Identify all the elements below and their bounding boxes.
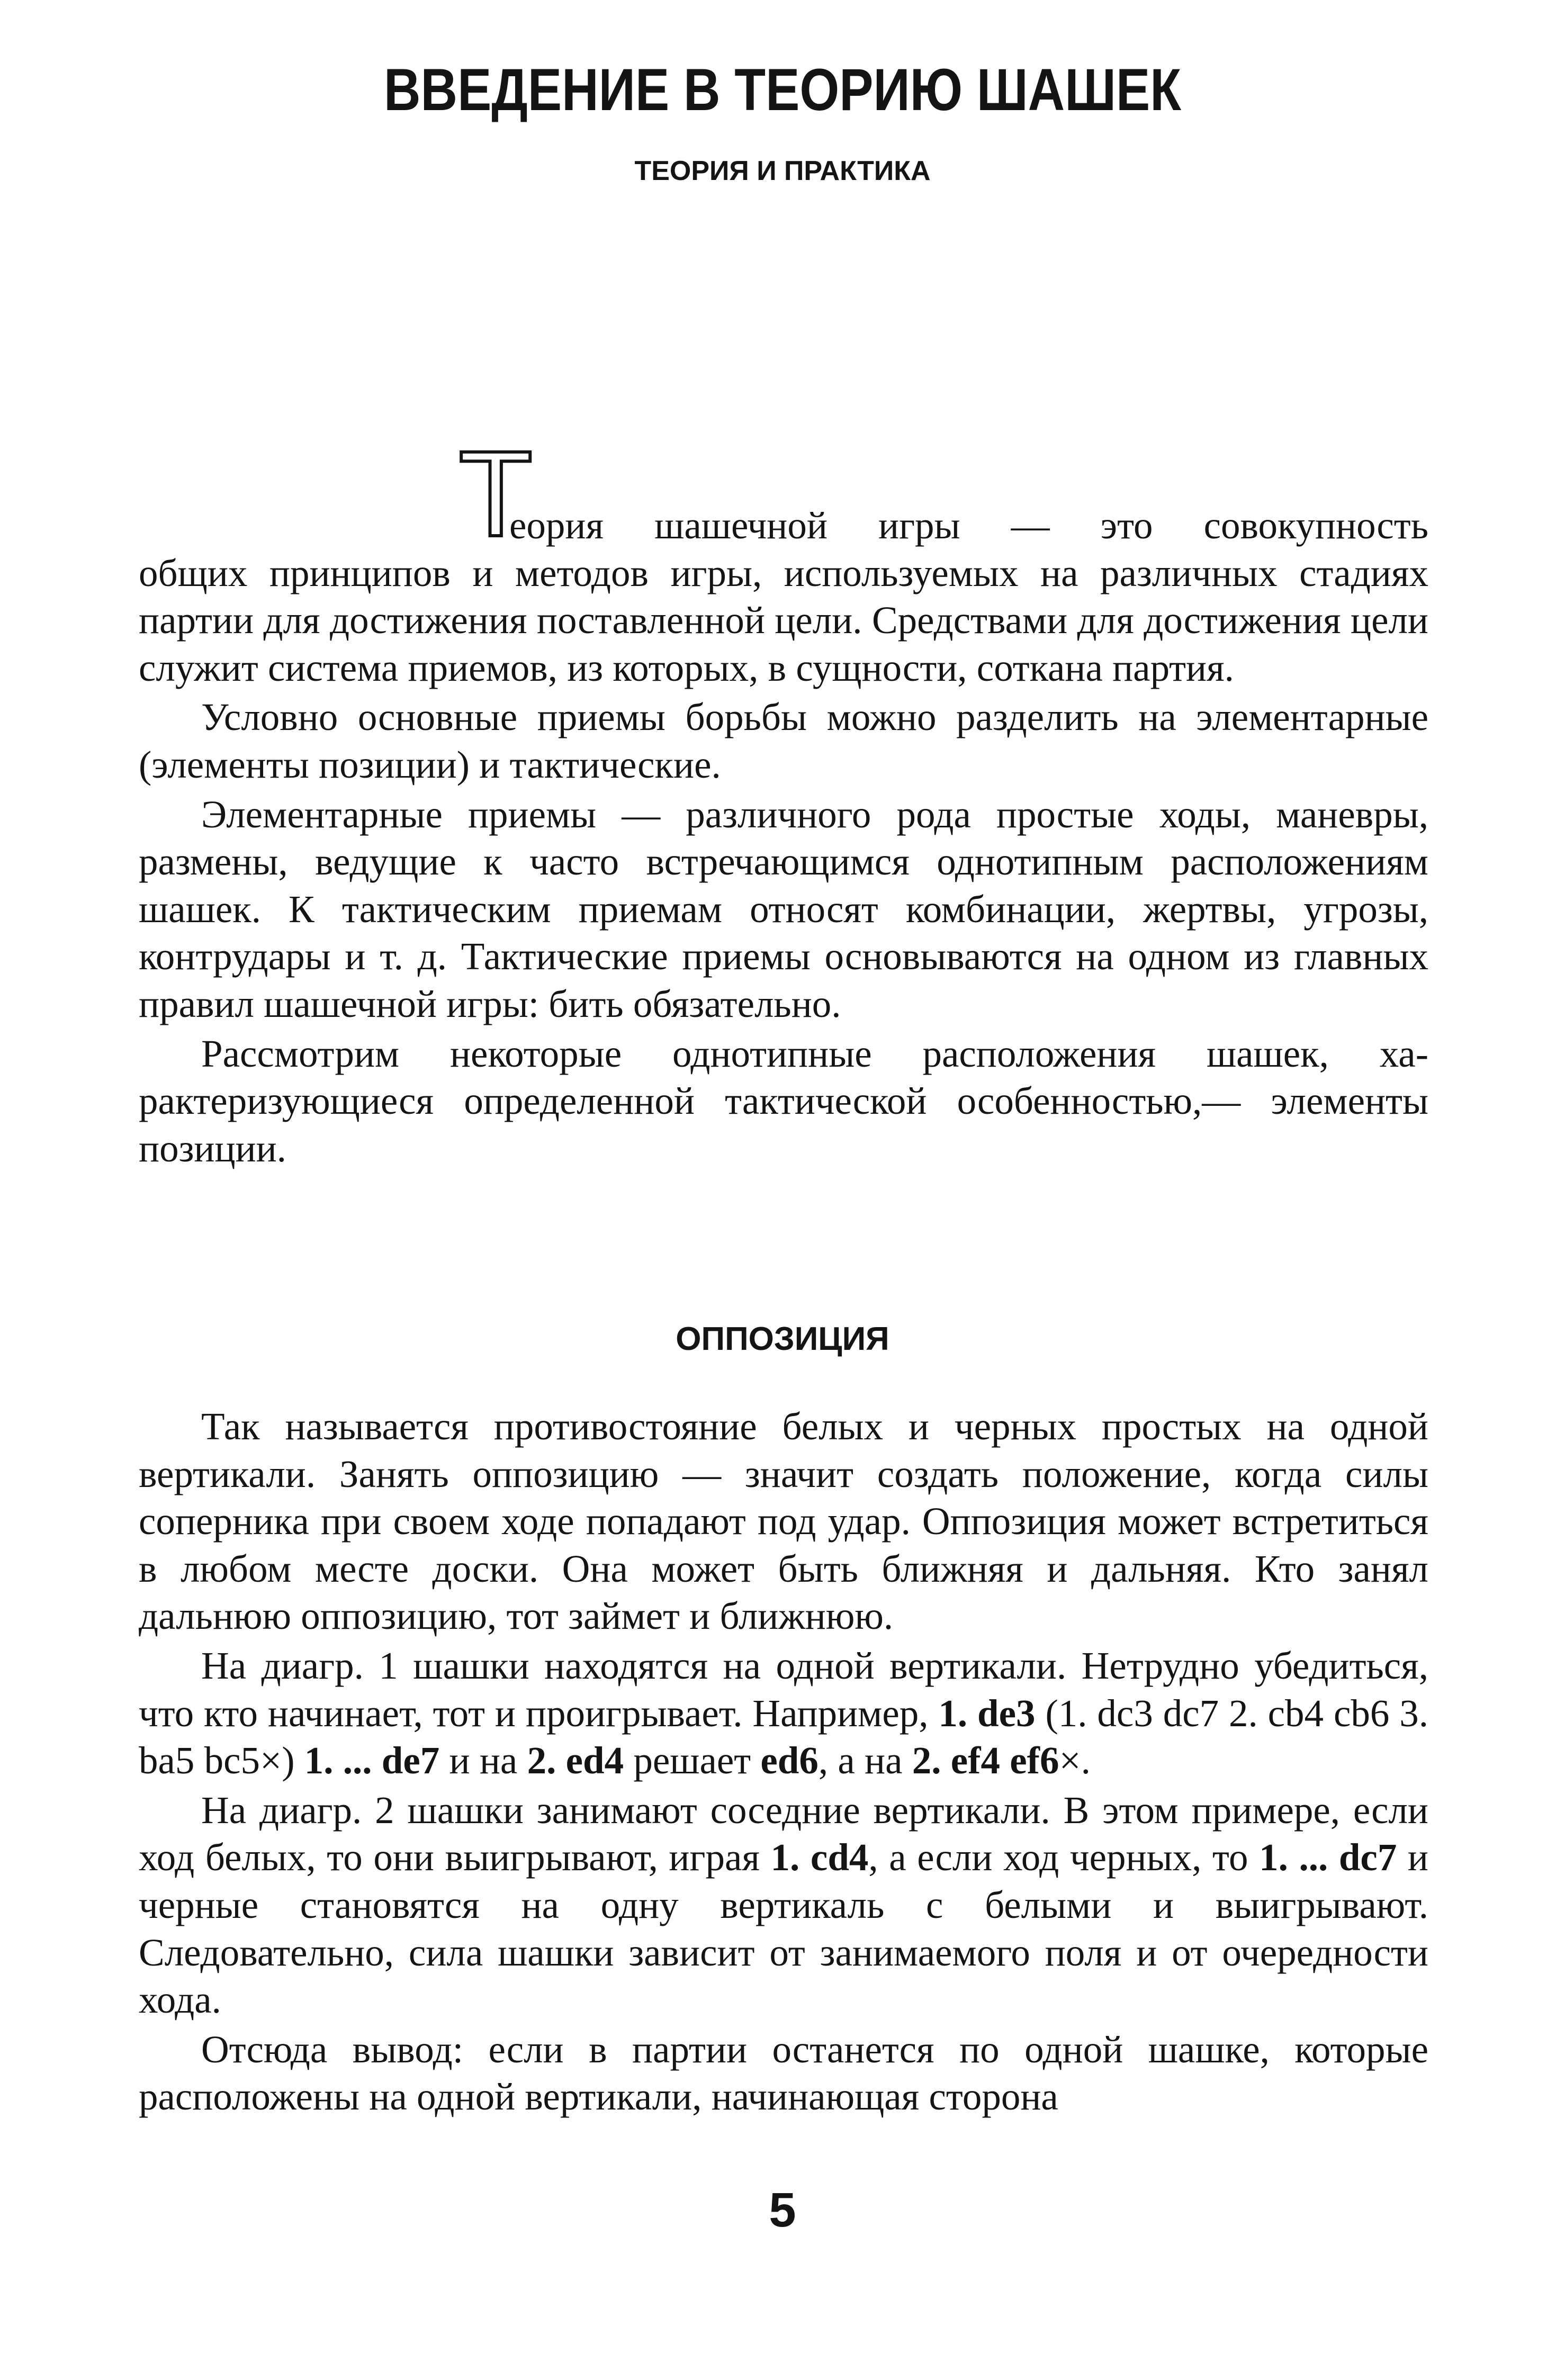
intro-paragraph-1: общих принципов и методов игры, используемых на различных стадиях партии для достижения поставленной цели. Средствами для достижения цели служит система приемов, из которых, в сущности, соткана партия. <box>139 551 1428 689</box>
page-subtitle: ТЕОРИЯ И ПРАКТИКА <box>634 156 931 186</box>
text-run: , а если ход черных, то <box>868 1836 1260 1879</box>
section-heading-opposition: ОППОЗИЦИЯ <box>676 1321 889 1357</box>
drop-cap-letter: Т <box>458 426 533 562</box>
opposition-paragraph-4: Отсюда вывод: если в партии останется по одной шашке, которые расположены на одной вертикали, начинающая сторона <box>139 2027 1428 2118</box>
move-notation: 1. cd4 <box>770 1836 869 1879</box>
opposition-paragraph-1: Так называется противостояние белых и черных простых на одной вертикали. Занять оппозицию — значит создать положение, когда силы соперника при своем ходе попадают под удар. Оппозиция может встретиться в любом месте доски. Она может быть ближняя и дальняя. Кто занял дальнюю оппозицию, тот займет и ближнюю. <box>139 1405 1428 1638</box>
text-run: решает <box>624 1739 761 1782</box>
opposition-paragraph-3 <box>139 1787 1428 2024</box>
text-run: , а на <box>818 1739 912 1782</box>
text-run: и на <box>439 1739 527 1782</box>
move-notation: 1. ... dc7 <box>1259 1836 1397 1879</box>
page-number: 5 <box>769 2183 796 2237</box>
move-notation: ed6 <box>760 1739 819 1782</box>
intro-first-line: еория шашечной игры — это совокупность <box>509 504 1428 547</box>
move-notation: 2. ef4 ef6 <box>912 1739 1059 1782</box>
page-title: ВВЕДЕНИЕ В ТЕОРИЮ ШАШЕК <box>383 57 1182 123</box>
intro-paragraph-4: Рассмотрим некоторые однотипные расположения шашек, характеризующиеся определенной тактической особенностью,— элементы позиции. <box>139 1032 1428 1170</box>
intro-first-line-row <box>139 426 1428 562</box>
intro-paragraph-3: Элементарные приемы — различного рода простые ходы, маневры, размены, ведущие к часто встречающимся однотипным расположениям шашек. К тактическим приемам относят комбинации, жертвы, угрозы, контрудары и т. д. Тактические приемы основываются на одном из главных правил шашечной игры: бить обязательно. <box>139 792 1428 1025</box>
text-run: На диагр. 2 шашки занимают соседние вертикали. В этом примере, если ход белых, то они выигрывают, играя <box>139 1788 1428 1879</box>
text-run: ×. <box>1059 1739 1091 1782</box>
move-notation: 1. ... de7 <box>304 1739 440 1782</box>
move-notation: 2. ed4 <box>527 1739 624 1782</box>
text-run: и черные становятся на одну вертикаль с белыми и выигрывают. Следовательно, сила шашки зависит от занимаемого поля и от очередности хода. <box>139 1836 1428 2022</box>
intro-paragraph-2: Условно основные приемы борьбы можно разделить на элементарные (элементы позиции) и тактические. <box>139 696 1428 786</box>
opposition-paragraph-2 <box>139 1642 1428 1784</box>
text-run: На диагр. 1 шашки находятся на одной вертикали. Нетрудно убедиться, что кто начинает, тот и проигрывает. Например, <box>139 1644 1428 1735</box>
move-notation: 1. de3 <box>938 1691 1036 1735</box>
intro-section <box>139 426 1428 1172</box>
opposition-section <box>139 1403 1428 2121</box>
text-run: (1. dc3 dc7 2. cb4 cb6 3. ba5 bc5×) <box>139 1691 1429 1782</box>
